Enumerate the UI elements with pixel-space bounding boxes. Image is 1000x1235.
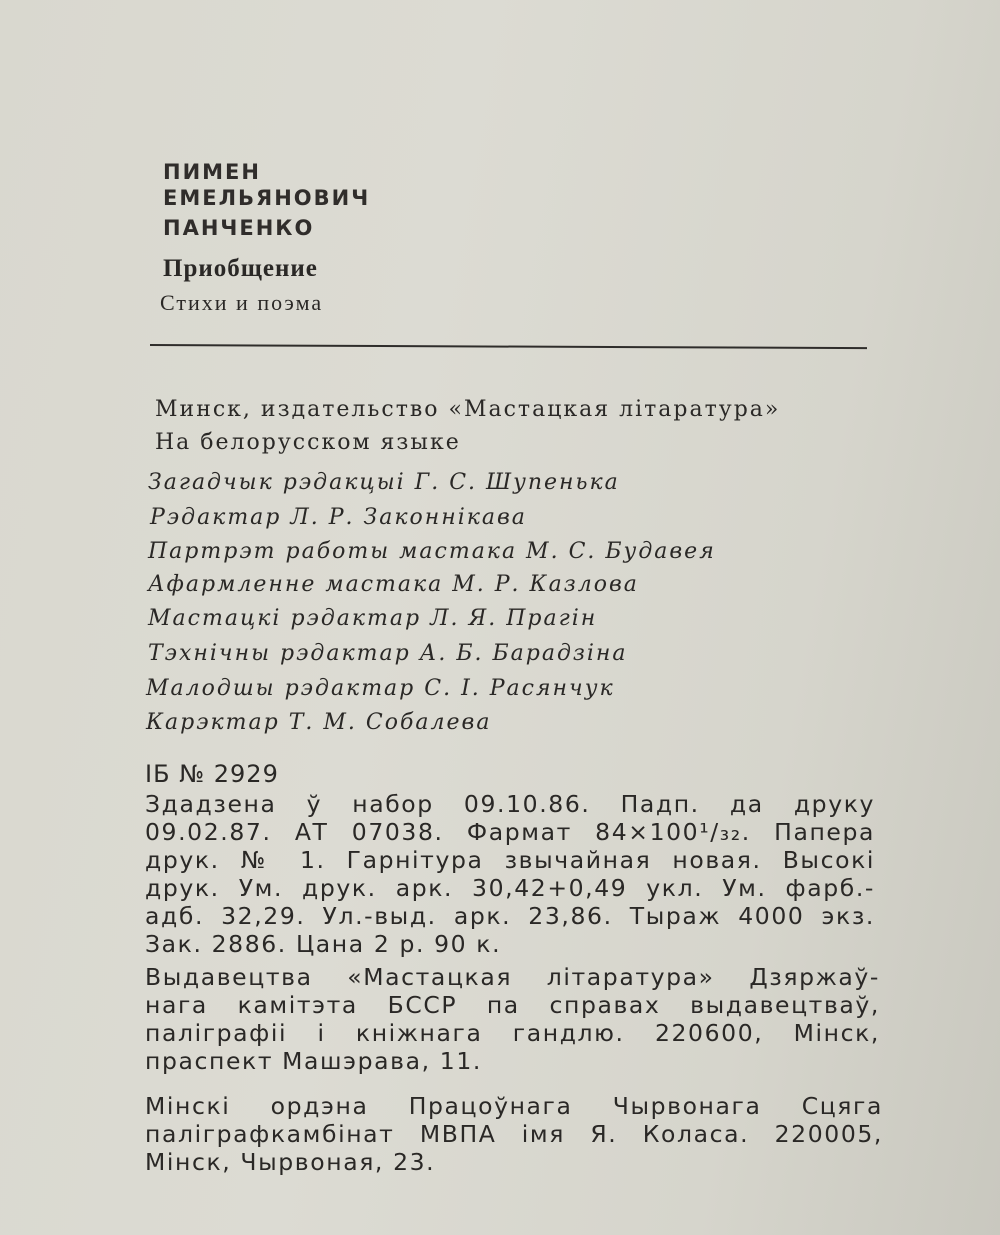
print-details-block <box>145 790 875 958</box>
print-details-line: адб. 32,29. Ул.-выд. арк. 23,86. Тыраж 4000 экз. <box>145 902 875 930</box>
title-divider-rule <box>150 344 867 349</box>
publisher-address-block <box>145 963 880 1075</box>
credit-line: Малодшы рэдактар С. І. Расянчук <box>146 676 615 701</box>
print-details-line: друк. № 1. Гарнітура звычайная новая. Высокі <box>145 846 875 874</box>
publisher-address-line: паліграфіі і кніжнага гандлю. 220600, Мінск, <box>145 1019 880 1047</box>
print-details-line: друк. Ум. друк. арк. 30,42+0,49 укл. Ум. фарб.- <box>145 874 875 902</box>
publisher-address-line: Выдавецтва «Мастацкая літаратура» Дзяржаў- <box>145 963 880 991</box>
book-title: Приобщение <box>163 255 318 282</box>
credit-line: Афармленне мастака М. Р. Казлова <box>148 572 639 597</box>
author-first-name: ПИМЕН <box>163 160 261 184</box>
credit-line: Партрэт работы мастака М. С. Будавея <box>148 539 716 564</box>
author-patronymic: ЕМЕЛЬЯНОВИЧ <box>163 186 371 210</box>
print-details-line: Зак. 2886. Цана 2 р. 90 к. <box>145 930 502 958</box>
credit-line: Загадчык рэдакцыі Г. С. Шупенька <box>148 470 620 495</box>
print-details-line: Здадзена ў набор 09.10.86. Падп. да друку <box>145 790 875 818</box>
credit-line: Рэдактар Л. Р. Законнікава <box>150 505 527 530</box>
ib-number: ІБ № 2929 <box>145 760 279 788</box>
printer-address-block <box>145 1092 883 1176</box>
publisher-line-2: На белорусском языке <box>155 430 461 455</box>
print-details-line: 09.02.87. АТ 07038. Фармат 84×100¹/₃₂. Папера <box>145 818 875 846</box>
credit-line: Тэхнічны рэдактар А. Б. Барадзіна <box>148 641 628 666</box>
publisher-address-line: нага камітэта БССР па справах выдавецтваў, <box>145 991 880 1019</box>
publisher-address-line: праспект Машэрава, 11. <box>145 1047 482 1075</box>
printer-address-line: Мінск, Чырвоная, 23. <box>145 1148 436 1176</box>
publisher-line-1: Минск, издательство «Мастацкая літаратура» <box>155 397 781 422</box>
author-last-name: ПАНЧЕНКО <box>163 216 315 240</box>
book-subtitle: Стихи и поэма <box>160 290 324 315</box>
printer-address-line: Мінскі ордэна Працоўнага Чырвонага Сцяга <box>145 1092 883 1120</box>
printer-address-line: паліграфкамбінат МВПА імя Я. Коласа. 220005, <box>145 1120 883 1148</box>
credit-line: Мастацкі рэдактар Л. Я. Прагін <box>148 606 598 631</box>
credit-line: Карэктар Т. М. Собалева <box>146 710 492 735</box>
